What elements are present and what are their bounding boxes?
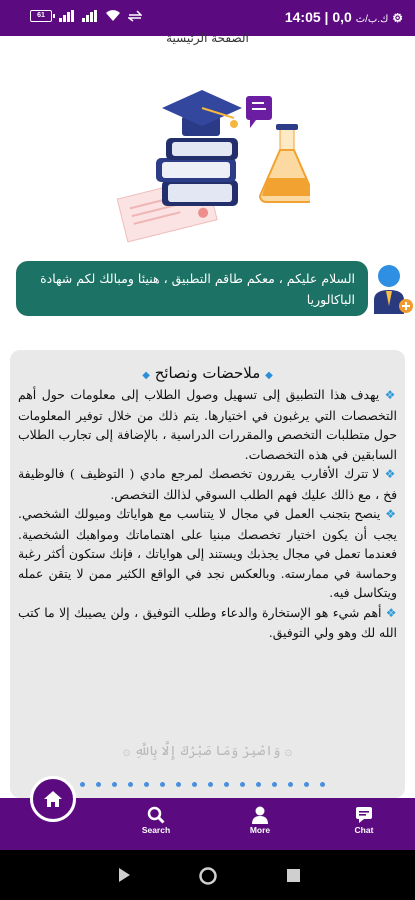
network-speed: 0,0 [332,9,352,25]
status-separator: | [324,9,333,25]
battery-level: 61 [37,12,45,19]
page-title: الصفحة الرئيسية [166,31,249,45]
nav-chat-label: Chat [354,825,374,835]
notes-title: ملاحضات ونصائح [154,364,261,382]
quran-verse: ۞ وَاصْبِرْ وَمَا صَبْرُكَ إِلَّا بِاللَّهِ ۞ [122,744,293,759]
diamond-icon: ◆ [142,370,150,381]
notes-heading [10,364,405,382]
recents-icon[interactable] [287,869,300,882]
notes-card [10,350,405,798]
nav-search[interactable] [126,806,186,835]
tip-item [18,464,397,504]
bullet-icon: ❖ [379,388,397,402]
signal-icon [59,10,75,22]
search-icon [147,806,165,824]
greeting-bubble [16,261,368,316]
signal-icon-2 [82,10,98,22]
graduation-illustration [110,88,310,246]
nav-more-label: More [249,825,271,835]
bullet-icon: ❖ [381,605,397,620]
network-speed-unit: ك.ب/ث [355,14,389,25]
settings-gear-icon: ⚙ [392,11,403,25]
greeting-text: السلام عليكم ، معكم طاقم التطبيق ، هنيئا ومبالك لكم شهادة الباكالوريا [40,271,355,307]
bullet-icon: ❖ [379,467,397,481]
home-circle-icon[interactable] [198,866,218,886]
status-time-group [285,9,403,25]
status-time: 14:05 [284,9,321,25]
nav-chat[interactable] [334,806,394,835]
tip-text: أهم شيء هو الإستخارة والدعاء وطلب التوفيق ، ولن يصيبك إلا ما كتب الله لك وهو ولي التوفيق. [18,604,397,640]
bullet-icon: ❖ [380,507,397,521]
tip-item [18,603,397,643]
system-nav-bar [0,850,415,900]
dotted-separator [80,782,325,787]
nav-search-label: Search [141,825,171,835]
tip-item [18,504,397,603]
tip-text: لا تترك الأقارب يقررون تخصصك لمرجع مادي ( التوظيف ) فالوظيفة فخ ، مع ذالك عليك فهم الطلب السوقي لذالك التخصص. [18,466,397,502]
diamond-icon: ◆ [265,370,273,381]
home-button[interactable] [30,776,76,822]
back-icon[interactable] [117,868,131,882]
data-icon [128,10,142,22]
chat-icon [355,806,373,824]
avatar-icon [372,262,414,316]
tip-text: يهدف هذا التطبيق إلى تسهيل وصول الطلاب إلى معلومات حول أهم التخصصات التي يرغبون في اختيارها. يتم ذلك من خلال توفير المعلومات حول متطلبات التخصص والمقررات الدراسية ، بالإضافة إلى تجارب الطلاب السابقين في هذه التخصصات. [18,387,397,462]
home-icon [43,790,63,808]
battery-icon [30,10,52,22]
tip-text: ينصح بتجنب العمل في مجال لا يتناسب مع هواياتك وميولك الشخصي. يجب أن يكون اختيار تخصصك مبنيا على اهتماماتك ومواهبك الشخصية. فعندما تعمل في مجال يجذبك ويستند إلى هواياتك ، فإنك ستكون أكثر رغبة وحماسة في ممارسته. وبالعكس نجد في الواقع الكثير ممن لا يتقن عمله ويتكاسل فيه. [18,506,397,600]
status-icons [30,10,142,22]
person-icon [251,806,269,824]
wifi-icon [105,10,121,22]
nav-more[interactable] [230,806,290,835]
tip-item [18,385,397,464]
notes-body [18,385,397,643]
